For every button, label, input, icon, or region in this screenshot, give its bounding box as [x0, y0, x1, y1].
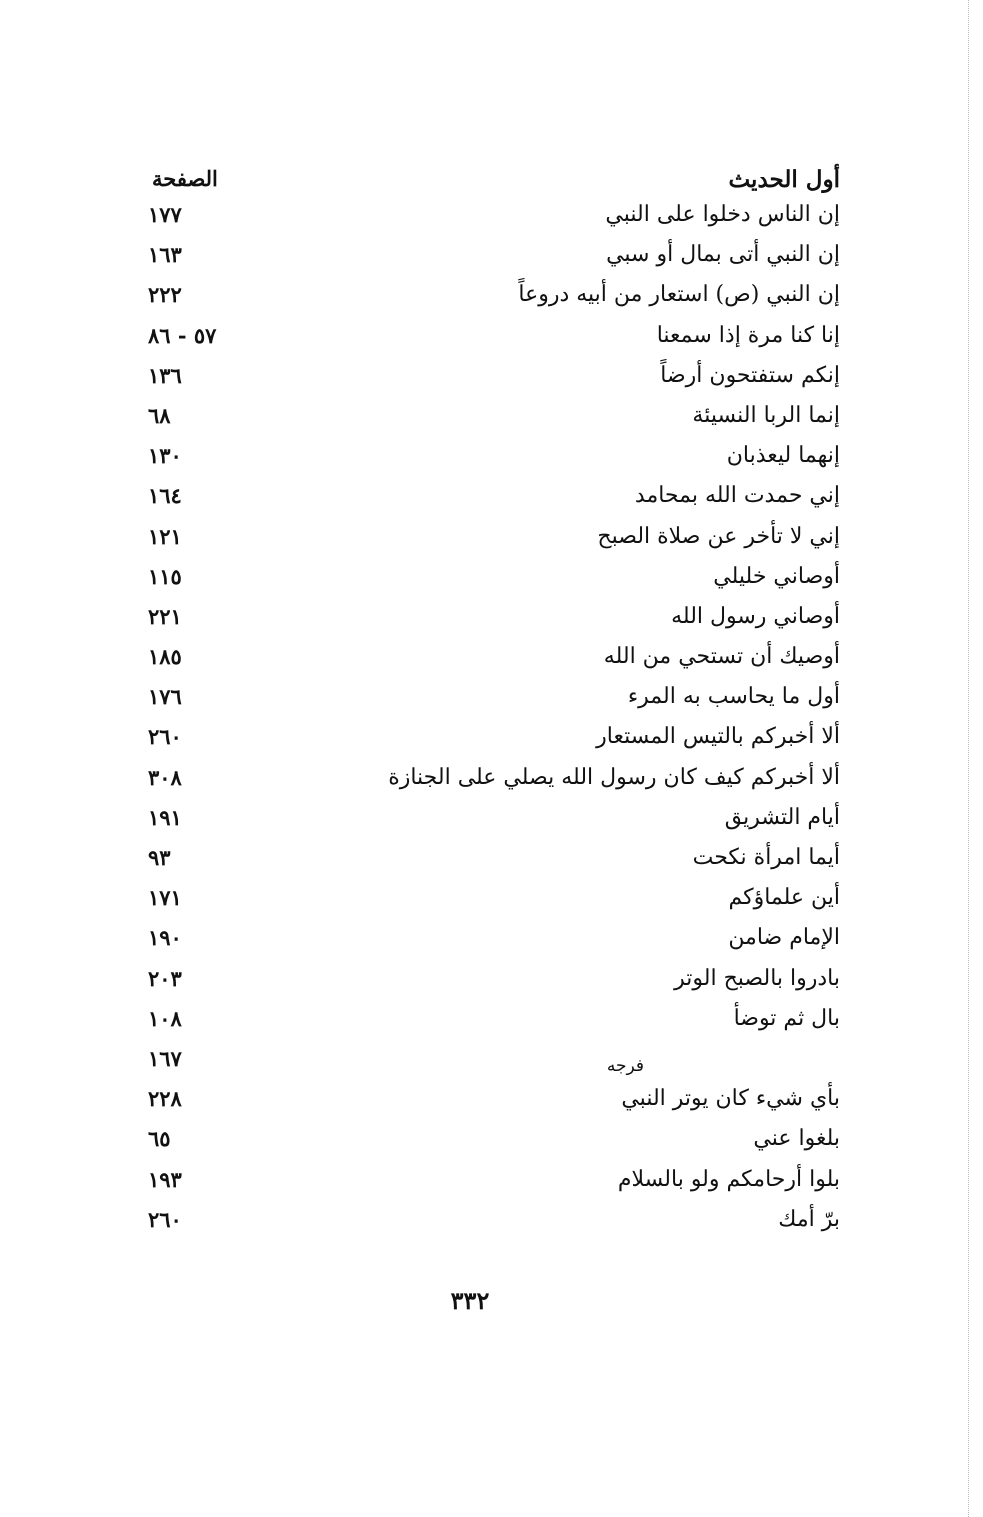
page-reference: ١٩٣ [148, 1166, 182, 1192]
hadith-opening-text: إنا كنا مرة إذا سمعنا [656, 322, 840, 348]
list-item [140, 1082, 840, 1122]
list-item [140, 278, 840, 318]
hadith-opening-text: إني لا تأخر عن صلاة الصبح [597, 523, 840, 549]
page-reference: ٥٧ - ٨٦ [148, 322, 217, 348]
index-header [140, 166, 840, 196]
list-item [140, 479, 840, 519]
hadith-opening-text: إن النبي (ص) استعار من أبيه دروعاً [518, 282, 840, 308]
page-edge-divider [968, 0, 969, 1517]
page-reference: ١٢١ [148, 523, 182, 549]
page-reference: ٢٢٢ [148, 282, 182, 308]
hadith-opening-text: أوصيك أن تستحي من الله [603, 644, 840, 670]
hadith-opening-text: ألا أخبركم كيف كان رسول الله يصلي على الجنازة [388, 764, 840, 790]
hadith-opening-text: أول ما يحاسب به المرء [627, 684, 840, 710]
hadith-opening-text: بلغوا عني [753, 1126, 840, 1152]
list-item [140, 841, 840, 881]
list-item [140, 921, 840, 961]
hadith-opening-text: إن النبي أتى بمال أو سبي [606, 242, 840, 268]
hadith-opening-text: بأي شيء كان يوتر النبي [621, 1086, 840, 1112]
list-item [140, 680, 840, 720]
list-item [140, 198, 840, 238]
list-item [140, 801, 840, 841]
page-reference: ١٣٠ [148, 443, 182, 469]
page-reference: ٩٣ [148, 845, 171, 870]
page-number: ٣٣٢ [450, 1286, 490, 1315]
page-reference: ١٠٨ [148, 1005, 182, 1031]
list-item [140, 640, 840, 680]
page-reference: ٢٢١ [148, 603, 182, 629]
list-item [140, 1042, 840, 1082]
list-item [140, 399, 840, 439]
hadith-opening-text: إنهما ليعذبان [726, 443, 840, 469]
hadith-index-list [140, 198, 840, 1243]
page-reference: ١٧٧ [148, 202, 182, 227]
column-heading-hadith: أول الحديث [728, 166, 840, 193]
page-reference: ١٦٧ [148, 1045, 182, 1071]
list-item [140, 1122, 840, 1162]
list-item [140, 238, 840, 278]
hadith-opening-text: بادروا بالصبح الوتر [674, 965, 840, 991]
page-reference: ١٦٤ [148, 483, 182, 509]
page-reference: ١٩٠ [148, 925, 182, 951]
list-item [140, 359, 840, 399]
list-item [140, 319, 840, 359]
hadith-opening-text: إن الناس دخلوا على النبي [605, 202, 840, 227]
page-reference: ١٧١ [148, 885, 182, 911]
list-item [140, 1002, 840, 1042]
column-heading-page: الصفحة [152, 166, 218, 191]
hadith-opening-text: أوصاني رسول الله [671, 603, 840, 629]
hadith-opening-text: أيام التشريق [724, 804, 840, 830]
hadith-continuation-note: فرجه [606, 1055, 644, 1076]
list-item [140, 1203, 840, 1243]
page-reference: ١٧٦ [148, 684, 182, 710]
hadith-opening-text: بلوا أرحامكم ولو بالسلام [617, 1166, 840, 1192]
list-item [140, 560, 840, 600]
list-item [140, 761, 840, 801]
page-reference: ٢٢٨ [148, 1086, 182, 1112]
page-reference: ١٨٥ [148, 644, 182, 670]
page-reference: ٢٦٠ [148, 724, 182, 750]
hadith-opening-text: إنكم ستفتحون أرضاً [660, 362, 840, 388]
page-reference: ١٦٣ [148, 242, 182, 268]
page-reference: ٣٠٨ [148, 764, 182, 790]
list-item [140, 881, 840, 921]
hadith-opening-text: بال ثم توضأ [733, 1005, 840, 1031]
hadith-opening-text: أوصاني خليلي [713, 563, 840, 589]
hadith-opening-text: أيما امرأة نكحت [692, 845, 840, 870]
list-item [140, 1163, 840, 1203]
page-reference: ١١٥ [148, 563, 182, 589]
list-item [140, 600, 840, 640]
page-reference: ٦٥ [148, 1126, 171, 1152]
list-item [140, 439, 840, 479]
page-reference: ١٣٦ [148, 362, 182, 388]
list-item [140, 520, 840, 560]
page-reference: ٢٦٠ [148, 1206, 182, 1232]
hadith-opening-text: أين علماؤكم [728, 885, 840, 911]
hadith-opening-text: إني حمدت الله بمحامد [634, 483, 840, 509]
hadith-opening-text: برّ أمك [778, 1206, 840, 1232]
page-reference: ٢٠٣ [148, 965, 182, 991]
hadith-opening-text: إنما الربا النسيئة [692, 402, 840, 428]
hadith-opening-text: الإمام ضامن [728, 925, 840, 951]
hadith-opening-text: ألا أخبركم بالتيس المستعار [596, 724, 840, 750]
page-reference: ٦٨ [148, 402, 171, 428]
list-item [140, 962, 840, 1002]
page-reference: ١٩١ [148, 804, 182, 830]
list-item [140, 720, 840, 760]
